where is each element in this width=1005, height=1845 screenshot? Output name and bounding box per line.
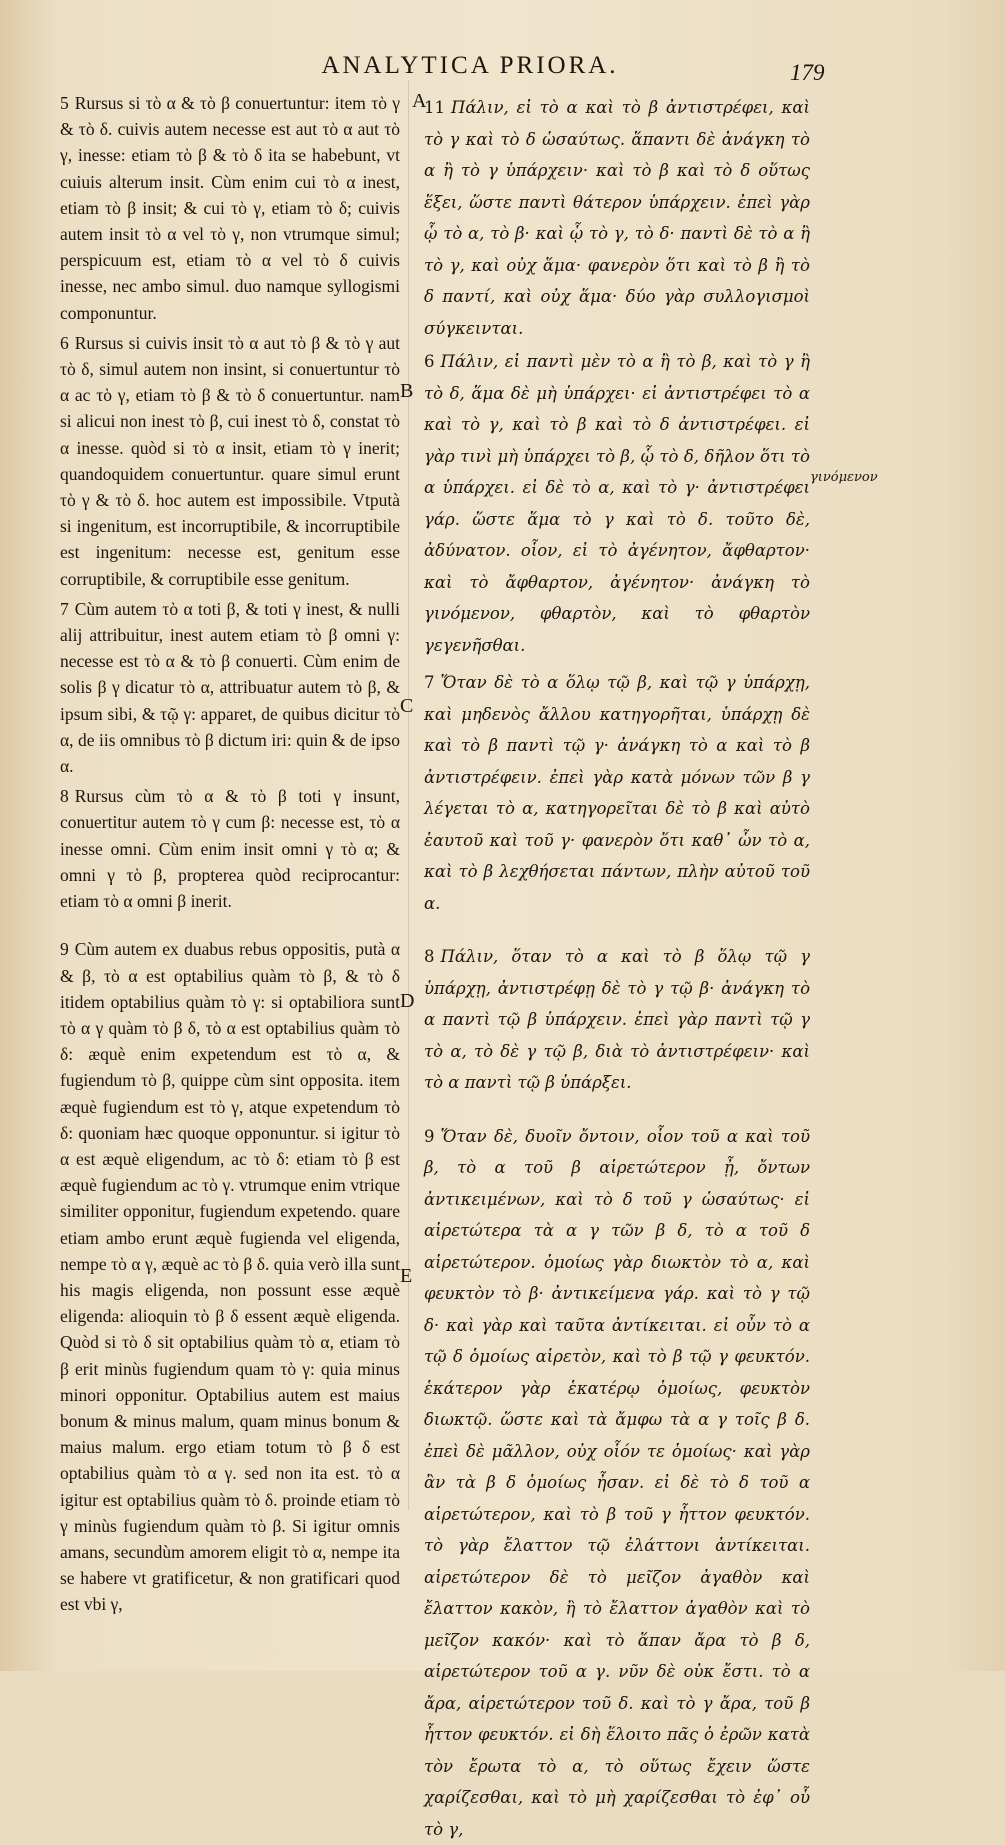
greek-column — [424, 92, 810, 1845]
latin-column — [60, 90, 400, 1618]
latin-paragraph-7: 7 Cùm autem τὸ α toti β, & toti γ inest, & nulli alij attribuitur, inest autem etiam τὸ β omni γ: necesse est τὸ α & τὸ β conuerti. Cùm enim de solis β γ dicatur τὸ α, attribuatur autem τὸ β, & ipsum sibi, & τῷ γ: apparet, de quibus dicitur τὸ α, de iis omnibus τὸ β dictum iri: quin & de ipso α. — [60, 596, 400, 779]
margin-note: γινόμενον — [810, 470, 878, 485]
greek-paragraph-11: 11 Πάλιν, εἰ τὸ α καὶ τὸ β ἀντιστρέφει, καὶ τὸ γ καὶ τὸ δ ὡσαύτως. ἅπαντι δὲ ἀνάγκη τὸ α ἢ τὸ γ ὑπάρχειν· καὶ τὸ β καὶ τὸ δ οὕτως ἕξει, ὥστε παντὶ θάτερον ὑπάρχειν. ἐπεὶ γὰρ ᾧ τὸ α, τὸ β· καὶ ᾧ τὸ γ, τὸ δ· παντὶ δὲ τὸ α ἢ τὸ γ, καὶ οὐχ ἅμα· φανερὸν ὅτι καὶ τὸ β ἢ τὸ δ παντί, καὶ οὐχ ἅμα· δύο γὰρ συλλογισμοὶ σύγκεινται. — [424, 92, 810, 344]
latin-paragraph-9: 9 Cùm autem ex duabus rebus oppositis, putà α & β, τὸ α est optabilius quàm τὸ β, & τὸ δ itidem optabilius quàm τὸ γ: si optabiliora sunt τὸ α γ quàm τὸ β δ, τὸ α est optabilius quàm τὸ δ: æquè enim expetendum est τὸ α, & fugiendum τὸ β, quippe cùm sint opposita. item æquè fugiendum est τὸ γ, atque expetendum τὸ δ: quoniam hæc quoque opponuntur. si igitur τὸ α est æquè eligendum, ac τὸ δ: etiam τὸ β est æquè fugiendum ac τὸ γ. vtrumque enim vtrique similiter opponitur, fugiendum expetendo. quare etiam ambo erunt æquè fugienda vel eligenda, nempe τὸ α γ, æquè ac τὸ β δ. quia verò illa sunt his magis eligenda, non possunt esse æquè eligenda: alioquin τὸ β δ essent æquè eligenda. Quòd si τὸ δ sit optabilius quàm τὸ α, etiam τὸ β erit minùs fugiendum quam τὸ γ: quia minus minori opponitur. Optabilius autem est maius bonum & minus malum, quam minus bonum & maius malum. ergo etiam totum τὸ β δ est optabilius quàm τὸ α γ. sed non ita est. τὸ α igitur est optabilius quàm τὸ δ. proinde etiam τὸ γ minùs fugiendum quàm τὸ β. Si igitur omnis amans, secundùm amorem eligit τὸ α, nempe ita se habere vt gratificetur, & non gratificari quod est vbi γ, — [60, 936, 400, 1617]
greek-paragraph-6: 6 Πάλιν, εἰ παντὶ μὲν τὸ α ἢ τὸ β, καὶ τὸ γ ἢ τὸ δ, ἅμα δὲ μὴ ὑπάρχει· εἰ ἀντιστρέφει τὸ α καὶ τὸ γ, καὶ τὸ β καὶ τὸ δ ἀντιστρέφει. εἰ γὰρ τινὶ μὴ ὑπάρχει τὸ β, ᾧ τὸ δ, δῆλον ὅτι τὸ α ὑπάρχει. εἰ δὲ τὸ α, καὶ τὸ γ· ἀντιστρέφει γάρ. ὥστε ἅμα τὸ γ καὶ τὸ δ. τοῦτο δὲ, ἀδύνατον. οἷον, εἰ τὸ ἀγένητον, ἄφθαρτον· καὶ τὸ ἄφθαρτον, ἀγένητον· ἀνάγκη τὸ γινόμενον, φθαρτὸν, καὶ τὸ φθαρτὸν γεγενῆσθαι. — [424, 346, 810, 661]
greek-paragraph-7: 7 Ὅταν δὲ τὸ α ὅλῳ τῷ β, καὶ τῷ γ ὑπάρχῃ, καὶ μηδενὸς ἄλλου κατηγορῆται, ὑπάρχῃ δὲ καὶ τὸ β παντὶ τῷ γ· ἀνάγκη τὸ α καὶ τὸ β ἀντιστρέφειν. ἐπεὶ γὰρ κατὰ μόνων τῶν β γ λέγεται τὸ α, κατηγορεῖται δὲ τὸ β καὶ αὐτὸ ἑαυτοῦ καὶ τοῦ γ· φανερὸν ὅτι καθ᾽ ὧν τὸ α, καὶ τὸ β λεχθήσεται πάντων, πλὴν αὐτοῦ τοῦ α. — [424, 667, 810, 919]
latin-paragraph-6: 6 Rursus si cuivis insit τὸ α aut τὸ β & τὸ γ aut τὸ δ, simul autem non insint, si conuertuntur τὸ α ac τὸ γ, etiam τὸ β & τὸ δ conuertuntur. nam si alicui non inest τὸ β, cui inest τὸ δ, constat τὸ α inesse. quòd si τὸ α insit, etiam τὸ γ inerit; quandoquidem conuertuntur. quare simul erunt τὸ γ & τὸ δ. hoc autem est impossibile. Vtputà si ingenitum, est incorruptibile, & incorruptibile est ingenitum: necesse est, genitum esse corruptibile, & corruptibile esse genitum. — [60, 330, 400, 592]
margin-letter-c: C — [400, 695, 413, 718]
margin-letter-b: B — [400, 380, 413, 403]
margin-letter-e: E — [400, 1265, 412, 1288]
greek-paragraph-8: 8 Πάλιν, ὅταν τὸ α καὶ τὸ β ὅλῳ τῷ γ ὑπάρχῃ, ἀντιστρέφῃ δὲ τὸ γ τῷ β· ἀνάγκη τὸ α παντὶ τῷ β ὑπάρχειν. ἐπεὶ γὰρ παντὶ τῷ γ τὸ α, τὸ δὲ γ τῷ β, διὰ τὸ ἀντιστρέφειν· καὶ τὸ α παντὶ τῷ β ὑπάρξει. — [424, 941, 810, 1099]
greek-paragraph-9: 9 Ὅταν δὲ, δυοῖν ὄντοιν, οἷον τοῦ α καὶ τοῦ β, τὸ α τοῦ β αἱρετώτερον ᾖ, ὄντων ἀντικειμένων, καὶ τὸ δ τοῦ γ ὡσαύτως· εἰ αἱρετώτερα τὰ α γ τῶν β δ, τὸ α τοῦ δ αἱρετώτερον. ὁμοίως γὰρ διωκτὸν τὸ α, καὶ φευκτὸν τὸ β· ἀντικείμενα γάρ. καὶ τὸ γ τῷ δ· καὶ γὰρ καὶ ταῦτα ἀντίκειται. εἰ οὖν τὸ α τῷ δ ὁμοίως αἱρετὸν, καὶ τὸ β τῷ γ φευκτόν. ἑκάτερον γὰρ ἑκατέρῳ ὁμοίως, φευκτὸν διωκτῷ. ὥστε καὶ τὰ ἄμφω τὰ α γ τοῖς β δ. ἐπεὶ δὲ μᾶλλον, οὐχ οἷόν τε ὁμοίως· καὶ γὰρ ἂν τὰ β δ ὁμοίως ἦσαν. εἰ δὲ τὸ δ τοῦ α αἱρετώτερον, καὶ τὸ β τοῦ γ ἧττον φευκτόν. τὸ γὰρ ἔλαττον τῷ ἐλάττονι ἀντίκειται. αἱρετώτερον δὲ τὸ μεῖζον ἀγαθὸν καὶ ἔλαττον κακὸν, ἢ τὸ ἔλαττον ἀγαθὸν καὶ τὸ μεῖζον κακόν· καὶ τὸ ἅπαν ἄρα τὸ β δ, αἱρετώτερον τοῦ α γ. νῦν δὲ οὐκ ἔστι. τὸ α ἄρα, αἱρετώτερον τοῦ δ. καὶ τὸ γ ἄρα, τοῦ β ἧττον φευκτόν. εἰ δὴ ἕλοιτο πᾶς ὁ ἐρῶν κατὰ τὸν ἔρωτα τὸ α, τὸ οὕτως ἔχειν ὥστε χαρίζεσθαι, καὶ τὸ μὴ χαρίζεσθαι τὸ ἐφ᾽ οὗ τὸ γ, — [424, 1121, 810, 1845]
column-divider — [408, 80, 409, 1510]
margin-letter-d: D — [400, 990, 414, 1013]
running-header: ANALYTICA PRIORA. — [300, 52, 640, 80]
page-number: 179 — [790, 60, 825, 86]
margin-letter-a: A — [412, 90, 426, 113]
latin-paragraph-8: 8 Rursus cùm τὸ α & τὸ β toti γ insunt, conuertitur autem τὸ γ cum β: necesse est, τὸ α inesse omni. Cùm enim insit omni γ τὸ α; & omni γ τὸ β, propterea quòd reciprocantur: etiam τὸ α omni β inerit. — [60, 783, 400, 914]
latin-paragraph-5: 5 Rursus si τὸ α & τὸ β conuertuntur: item τὸ γ & τὸ δ. cuivis autem necesse est aut τὸ α aut τὸ γ, inesse: etiam τὸ β & τὸ δ ita se habebunt, vt cuiuis alterum insit. Cùm enim cui τὸ α inest, etiam τὸ β insit; & cui τὸ γ, etiam τὸ δ; cuivis autem insit τὸ α vel τὸ γ, non vtrumque simul; perspicuum est, etiam τὸ α vel τὸ δ cuivis inesse, nec ambo simul. duo namque syllogismi componuntur. — [60, 90, 400, 326]
